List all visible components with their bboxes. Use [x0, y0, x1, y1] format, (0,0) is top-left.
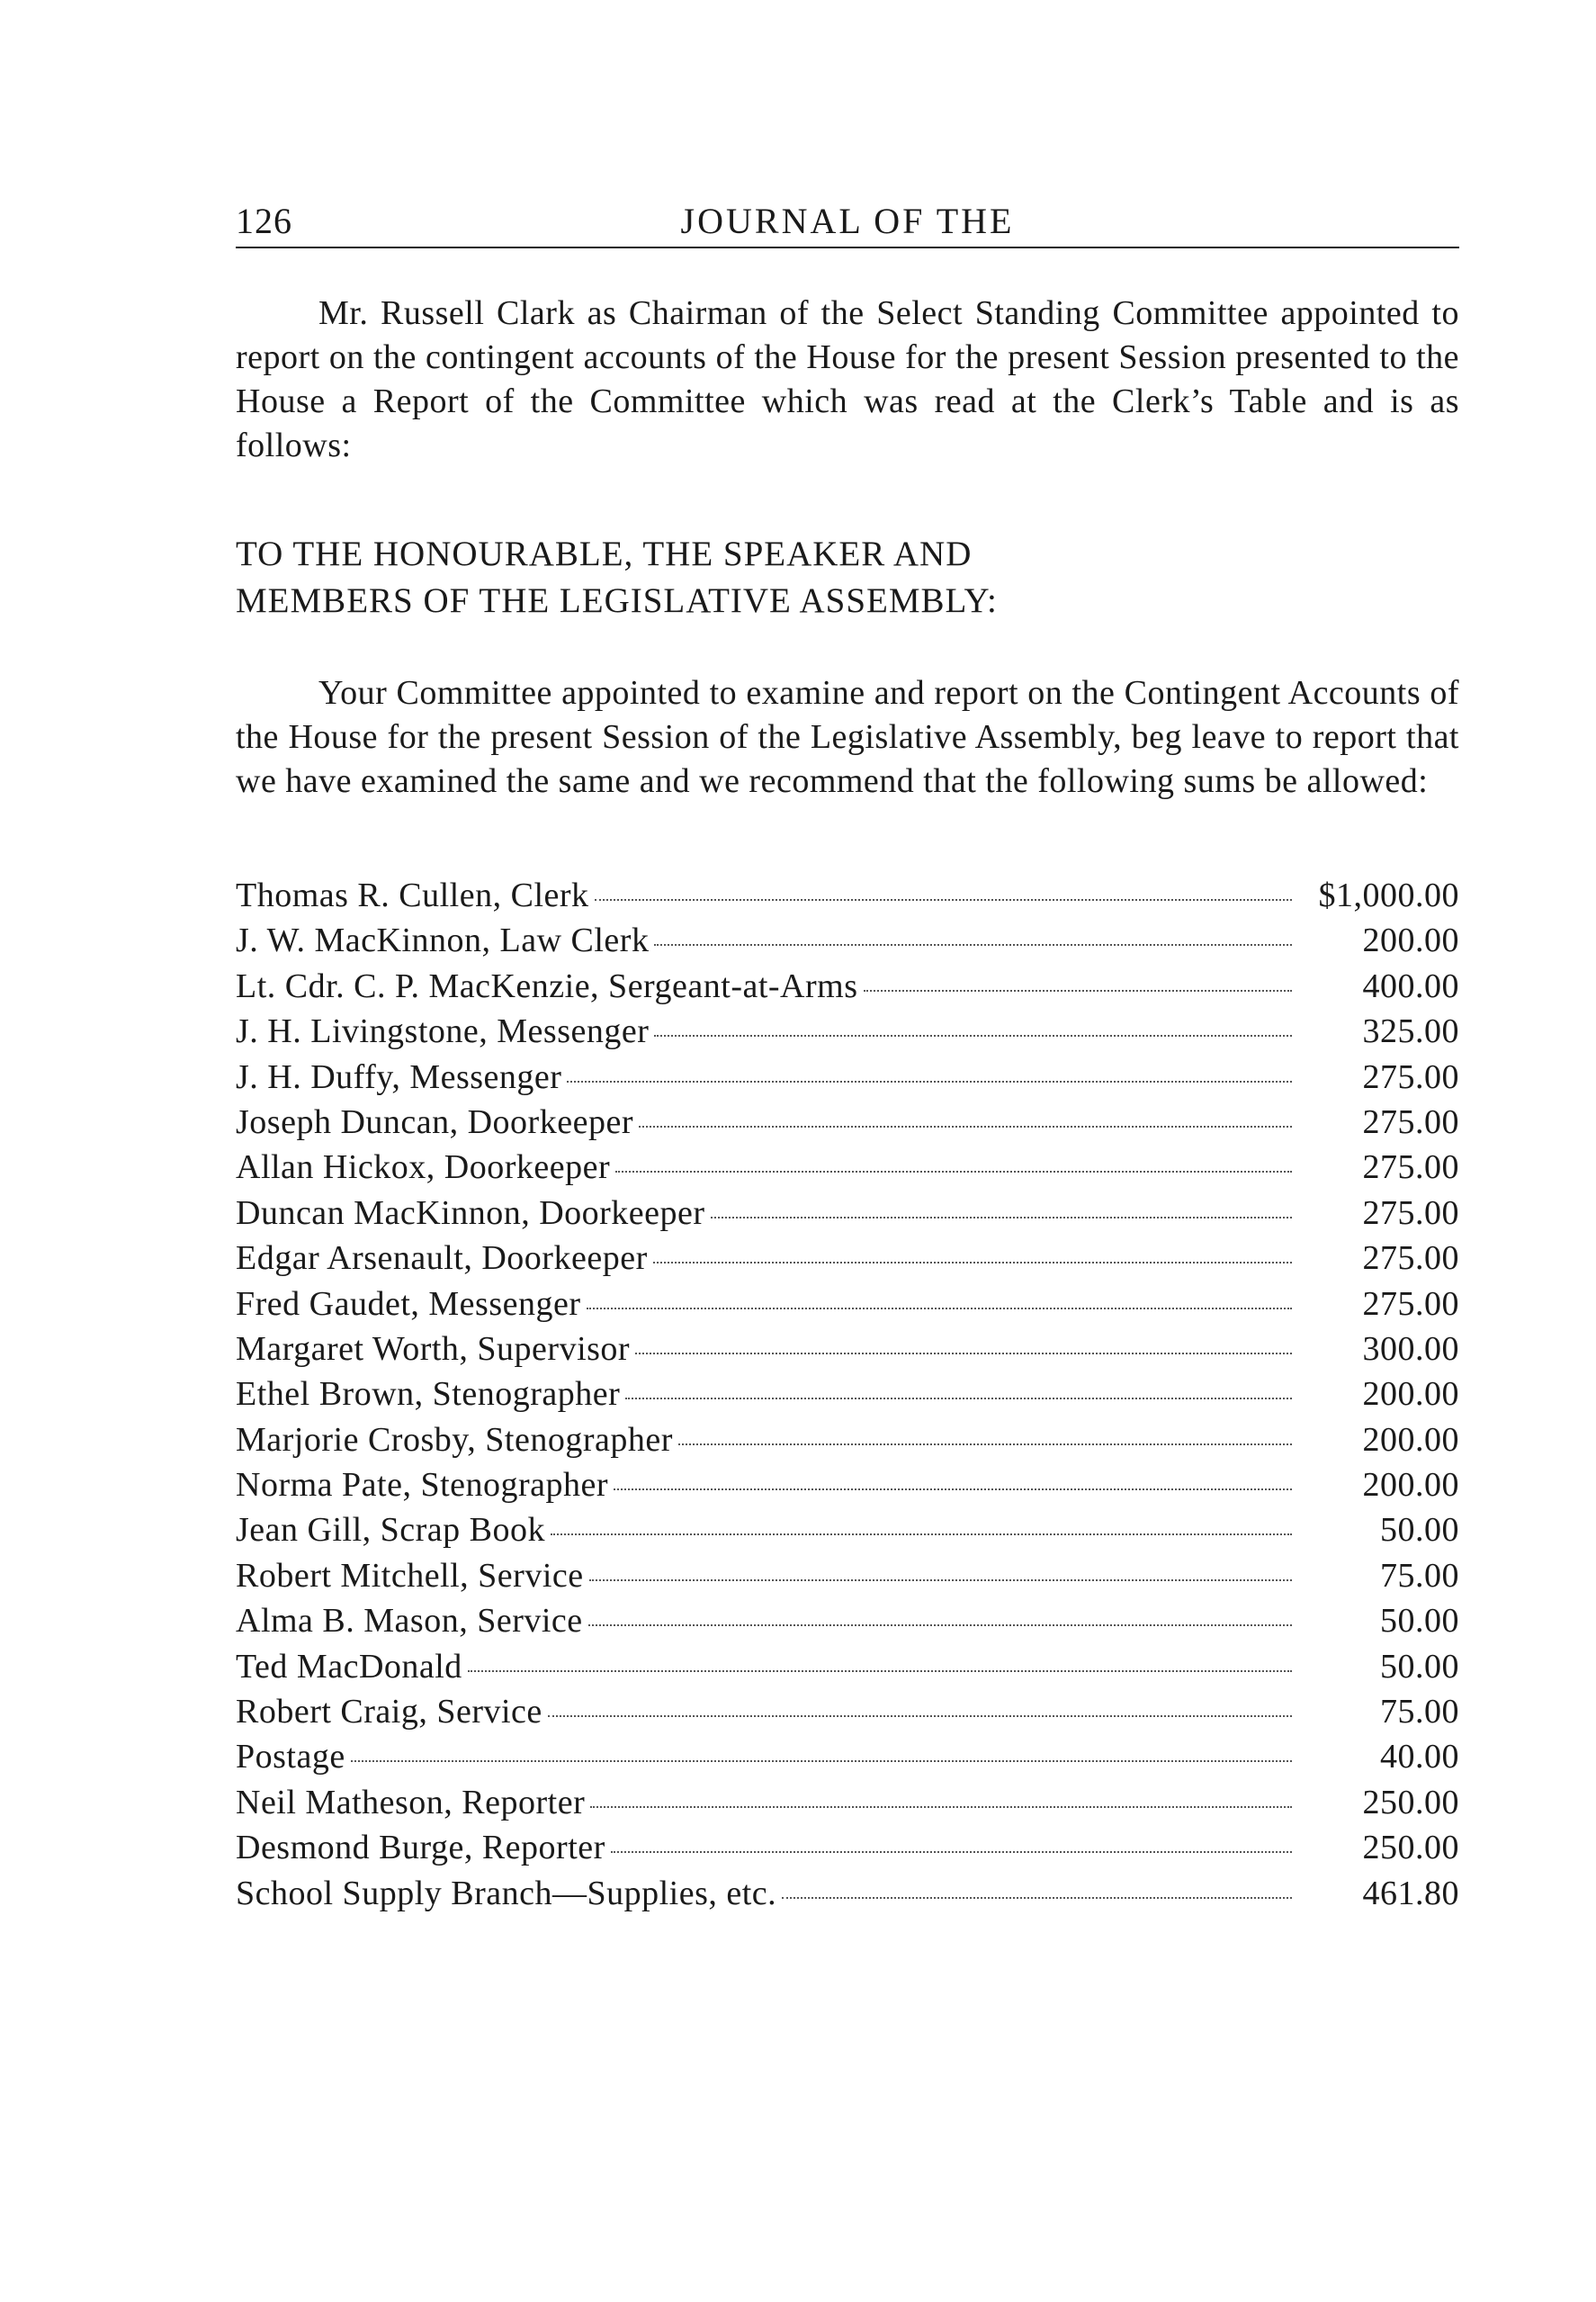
- dot-leader: [653, 1262, 1292, 1263]
- account-name: J. H. Duffy, Messenger: [236, 1057, 562, 1096]
- account-amount: 50.00: [1380, 1647, 1459, 1686]
- account-name: Allan Hickox, Doorkeeper: [236, 1148, 611, 1187]
- account-amount: 40.00: [1380, 1738, 1459, 1776]
- account-name: Norma Pate, Stenographer: [236, 1466, 609, 1505]
- account-row: [236, 1783, 1459, 1828]
- dot-leader: [351, 1760, 1292, 1762]
- address-line-2: MEMBERS OF THE LEGISLATIVE ASSEMBLY:: [236, 581, 998, 620]
- account-amount: 75.00: [1380, 1693, 1459, 1731]
- dot-leader: [614, 1488, 1292, 1490]
- account-name: Margaret Worth, Supervisor: [236, 1329, 631, 1368]
- report-paragraph: Your Committee appointed to examine and report on the Contingent Accounts of the House for the present Session of the Legislative Assembly, beg leave to report that we have examined the same and we recommend that the following sums be allowed:: [236, 674, 1459, 800]
- account-amount: 325.00: [1362, 1012, 1459, 1051]
- account-row: [236, 1057, 1459, 1102]
- dot-leader: [864, 990, 1293, 992]
- account-row: [236, 1329, 1459, 1374]
- account-amount: 461.80: [1362, 1874, 1459, 1912]
- dot-leader: [782, 1897, 1292, 1899]
- account-row: [236, 1465, 1459, 1510]
- account-amount: $1,000.00: [1318, 877, 1459, 914]
- account-row: [236, 1874, 1459, 1919]
- account-row: [236, 1193, 1459, 1238]
- account-row: [236, 1374, 1459, 1419]
- account-name: Edgar Arsenault, Doorkeeper: [236, 1239, 648, 1278]
- report-address: [236, 531, 1459, 625]
- dot-leader: [635, 1353, 1292, 1354]
- account-row: [236, 1510, 1459, 1555]
- account-row: [236, 1601, 1459, 1646]
- account-row: [236, 1012, 1459, 1057]
- account-name: Lt. Cdr. C. P. MacKenzie, Sergeant-at-Arms: [236, 967, 858, 1005]
- account-name: School Supply Branch—Supplies, etc.: [236, 1874, 777, 1912]
- dot-leader: [611, 1851, 1292, 1853]
- account-name: Jean Gill, Scrap Book: [236, 1511, 546, 1550]
- dot-leader: [678, 1443, 1292, 1445]
- dot-leader: [468, 1670, 1292, 1672]
- account-amount: 275.00: [1362, 1057, 1459, 1096]
- dot-leader: [590, 1806, 1292, 1808]
- account-amount: 200.00: [1362, 1420, 1459, 1459]
- dot-leader: [587, 1308, 1292, 1309]
- account-row: [236, 1828, 1459, 1873]
- dot-leader: [711, 1217, 1292, 1218]
- account-amount: 275.00: [1362, 1239, 1459, 1278]
- account-row: [236, 921, 1459, 966]
- account-amount: 250.00: [1362, 1829, 1459, 1867]
- account-row: [236, 1692, 1459, 1737]
- journal-title: JOURNAL OF THE: [680, 201, 1015, 241]
- account-amount: 50.00: [1380, 1511, 1459, 1550]
- header-rule: [236, 247, 1459, 248]
- account-amount: 275.00: [1362, 1102, 1459, 1141]
- dot-leader: [567, 1081, 1292, 1083]
- account-name: Marjorie Crosby, Stenographer: [236, 1420, 673, 1459]
- accounts-list: [236, 876, 1459, 1919]
- account-row: [236, 1420, 1459, 1465]
- address-line-1: TO THE HONOURABLE, THE SPEAKER AND: [236, 535, 973, 573]
- dot-leader: [588, 1624, 1292, 1626]
- intro-paragraph: Mr. Russell Clark as Chairman of the Select Standing Committee appointed to report on the contingent accounts of the House for the present Session presented to the House a Report of the Committee which was read at the Clerk’s Table and is as follows:: [236, 294, 1459, 464]
- dot-leader: [615, 1171, 1292, 1173]
- account-amount: 400.00: [1362, 967, 1459, 1005]
- account-row: [236, 967, 1459, 1012]
- account-amount: 275.00: [1362, 1148, 1459, 1187]
- account-amount: 275.00: [1362, 1284, 1459, 1323]
- account-name: Alma B. Mason, Service: [236, 1602, 583, 1641]
- account-name: Desmond Burge, Reporter: [236, 1829, 605, 1867]
- account-name: Postage: [236, 1738, 345, 1776]
- account-amount: 250.00: [1362, 1783, 1459, 1821]
- account-name: J. W. MacKinnon, Law Clerk: [236, 922, 650, 960]
- page-number: 126: [236, 201, 292, 241]
- account-row: [236, 1737, 1459, 1782]
- account-name: Fred Gaudet, Messenger: [236, 1284, 581, 1323]
- dot-leader: [548, 1715, 1292, 1717]
- journal-page: [236, 191, 1459, 1919]
- account-amount: 50.00: [1380, 1602, 1459, 1641]
- dot-leader: [625, 1398, 1292, 1399]
- account-row: [236, 1102, 1459, 1147]
- account-name: Neil Matheson, Reporter: [236, 1783, 586, 1821]
- running-head: [236, 191, 1459, 245]
- dot-leader: [551, 1533, 1292, 1535]
- account-name: Ethel Brown, Stenographer: [236, 1375, 621, 1414]
- account-name: J. H. Livingstone, Messenger: [236, 1012, 650, 1051]
- account-name: Duncan MacKinnon, Doorkeeper: [236, 1193, 705, 1232]
- dot-leader: [654, 1035, 1292, 1037]
- account-row: [236, 1284, 1459, 1329]
- account-row: [236, 876, 1459, 921]
- account-amount: 200.00: [1362, 1375, 1459, 1414]
- account-row: [236, 1556, 1459, 1601]
- account-name: Joseph Duncan, Doorkeeper: [236, 1102, 633, 1141]
- account-row: [236, 1647, 1459, 1692]
- dot-leader: [639, 1126, 1292, 1128]
- account-amount: 200.00: [1362, 1466, 1459, 1505]
- account-amount: 275.00: [1362, 1193, 1459, 1232]
- account-name: Thomas R. Cullen, Clerk: [236, 877, 589, 914]
- account-row: [236, 1238, 1459, 1283]
- dot-leader: [589, 1579, 1292, 1581]
- account-name: Robert Craig, Service: [236, 1693, 542, 1731]
- account-amount: 75.00: [1380, 1556, 1459, 1595]
- dot-leader: [654, 944, 1292, 946]
- dot-leader: [595, 899, 1292, 901]
- account-name: Robert Mitchell, Service: [236, 1556, 584, 1595]
- account-amount: 300.00: [1362, 1329, 1459, 1368]
- account-row: [236, 1147, 1459, 1192]
- account-amount: 200.00: [1362, 922, 1459, 960]
- account-name: Ted MacDonald: [236, 1647, 462, 1686]
